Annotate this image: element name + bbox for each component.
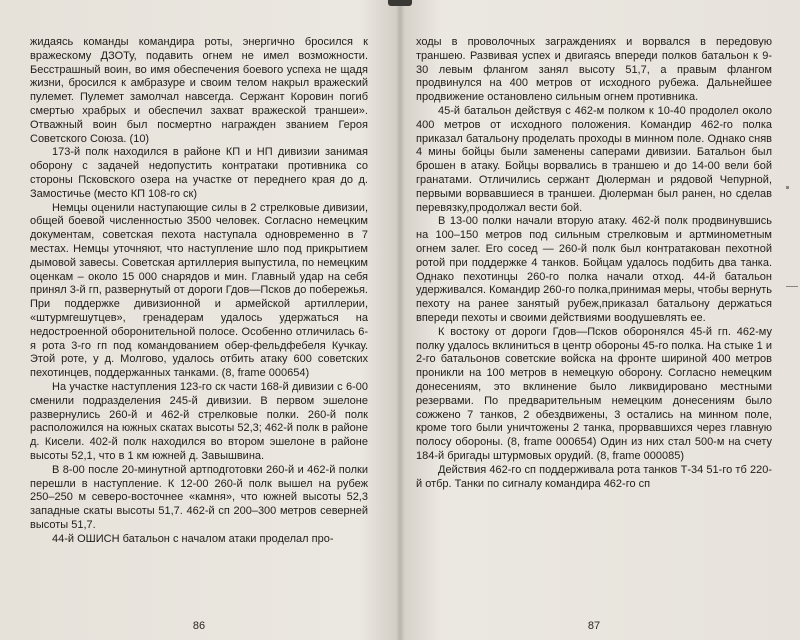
left-page xyxy=(30,36,368,632)
left-paragraph-6: 44-й ОШИСН батальон с началом атаки проделал про- xyxy=(52,532,334,545)
right-page-number: 87 xyxy=(587,620,601,632)
right-page-text xyxy=(416,36,772,491)
left-paragraph-3: Немцы оценили наступающие силы в 2 стрелковые дивизии, общей боевой численностью 3500 человек. Согласно немецким документам, советская пехота наступала одновременно в 7 местах. Немцы уточняют, что наступление шло под прикрытием дымовой завесы. Советская артиллерия выпустила, по немецким оценкам – около 15 000 снарядов и мин. Главный удар на себя принял 3-й гп, развернутый от дороги Гдов—Псков до побережья. При поддержке дивизионной и армейской артиллерии, «штурмгешутцев», гренадерам удалось удержаться на недостроенной оборонительной полосе. Особенно отличилась 6-я рота 3-го гп под командованием обер-фельдфебеля Кучкау. Этой роте, у д. Молгово, удалось отбить атаку 600 советских пехотинцев, поддержанных танками. (8, frame 000654) xyxy=(30,201,368,380)
margin-mark xyxy=(786,286,798,287)
right-paragraph-4: К востоку от дороги Гдов—Псков оборонялся 45-й гп. 462-му полку удалось вклиниться в центр обороны 45-го полка. На стыке 1 и 2-го батальонов советские войска на фронте шириной 400 метров проникли на 100 метров в немецкую оборону. Согласно немецким донесениям, это вклинение было ликвидировано местными резервами. По предварительным немецким донесениям было сожжено 7 танков, 2 обездвижены, 3 остались на минном поле, кроме того были уничтожены 2 танка, прорвавшихся через главную полосу обороны. (8, frame 000654) Один из них стал 500-м на счету 184-й бригады штурмовых орудий. (8, frame 000085) xyxy=(416,325,772,462)
left-paragraph-1: жидаясь команды командира роты, энергично бросился к вражескому ДЗОТу, подавить огнем не имел возможности. Бесстрашный воин, во имя обеспечения боевого успеха не щадя жизни, бросился к амбразуре и своим телом накрыл вражеский пулемет. Пулемет замолчал навсегда. Сержант Коровин погиб смертью храбрых и обеспечил захват вражеской траншеи». Отважный воин был посмертно награжден званием Героя Советского Союза. (10) xyxy=(30,36,368,145)
left-paragraph-2: 173-й полк находился в районе КП и НП дивизии занимая оборону с задачей недопустить контратаки противника со стороны Псковского озера на участке от переднего края до д. Замостичье (место КП 108-го ск) xyxy=(30,146,368,200)
right-paragraph-1: ходы в проволочных заграждениях и ворвался в передовую траншею. Развивая успех и двигаясь впереди полков батальон к 9-30 левым флангом занял высоту 51,7, а правым флангом продвинулся на 400 метров от исходного рубежа. Дальнейшее продвижение остановлено сильным огнем противника. xyxy=(416,36,772,104)
left-page-text xyxy=(30,36,368,546)
left-paragraph-4: На участке наступления 123-го ск части 168-й дивизии с 6-00 сменили подразделения 245-й дивизии. В первом эшелоне развернулись 260-й и 462-й стрелковые полки. 260-й полк расположился на южных скатах высоты 52,3; 462-й полк в районе д. Кисели. 402-й полк находился во втором эшелоне в районе высоты 52,1, что в 1 км южней д. Завышвина. xyxy=(30,380,368,462)
left-paragraph-5: В 8-00 после 20-минутной артподготовки 260-й и 462-й полки перешли в наступление. К 12-00 260-й полк вышел на рубеж 250–250 м северо-восточнее «камня», что южней высоты 52,3 западные скаты высоты 51,7. 462-й сп 200–300 метров северней высоты 51,7. xyxy=(30,463,368,531)
right-paragraph-3: В 13-00 полки начали вторую атаку. 462-й полк продвинувшись на 100–150 метров под сильным стрелковым и артминометным огнем залег. Его сосед — 260-й полк был контратакован пехотной ротой при поддержке 4 танков. Бойцам удалось подбить два танка. Однако пехотинцы 260-го полка начали отход. 44-й батальон удерживался. Командир 260-го полка,принимая меры, чтобы вернуть пехоту на ранее занятый рубеж,приказал батальону держаться впереди пехоты и своими действиями воодушевлять ее. xyxy=(416,215,772,324)
right-paragraph-5: Действия 462-го сп поддерживала рота танков Т-34 51-го тб 220-й отбр. Танки по сигналу командира 462-го сп xyxy=(416,463,772,490)
right-paragraph-2: 45-й батальон действуя с 462-м полком к 10-40 продолел около 400 метров от исходного положения. Командир 462-го полка приказал батальону проделать проходы в минном поле. Однако сняв 4 мины бойцы были заменены саперами дивизии. Батальон был брошен в атаку. Бойцы ворвались в траншею и до 14-00 вели бой гранатами. Отличились сержант Дюлерман и рядовой Чепурной, первыми ворвавшиеся в траншеи. Дюлерман был ранен, но сделав перевязку,продолжал вести бой. xyxy=(416,104,772,214)
margin-dot xyxy=(786,186,789,189)
right-page xyxy=(416,36,772,632)
binding-shadow xyxy=(388,0,412,6)
left-page-number: 86 xyxy=(192,620,206,632)
